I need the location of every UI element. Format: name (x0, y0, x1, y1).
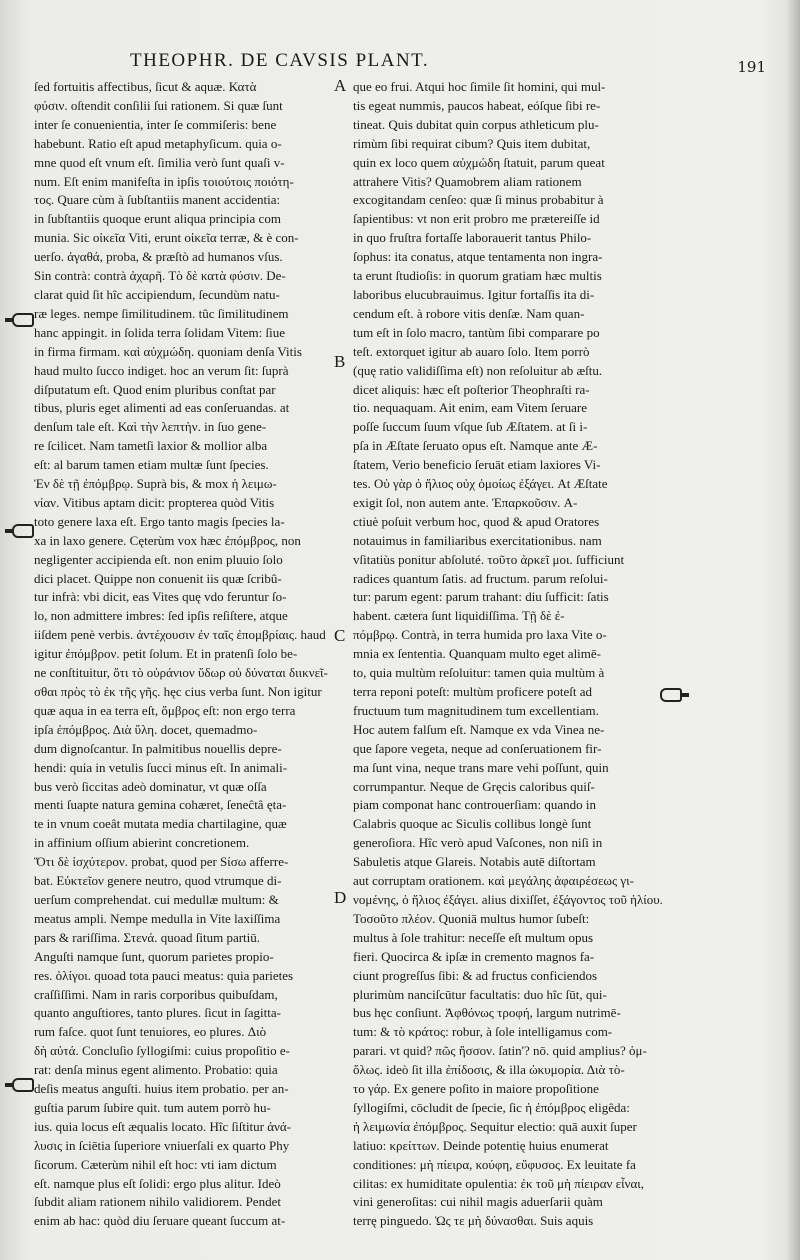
text-line: num. Eſt enim manifeſta in ipſis τοιούτοις ποιότη- (34, 173, 294, 189)
text-line: tum eſt in ſolo macro, tantùm ſibi comparare po (353, 324, 600, 340)
text-line: in quo fruſtra fortaſſe laborauerit tantus Philo- (353, 230, 592, 246)
text-line: res. ὀλίγοι. quoad tota pauci meatus: quia parietes (34, 967, 294, 983)
text-line: πόμβρῳ. Contrà, in terra humida pro laxa Vite o- (353, 627, 607, 643)
text-line: in affinium oſſium abierint concretionem. (34, 835, 250, 851)
text-line: το γάρ. Ex genere poſito in maiore propoſitione (353, 1081, 599, 1097)
text-line: τος. Quare cùm à ſubſtantiis manent accidentia: (34, 192, 281, 208)
text-line: ne conſtituitur, ὅτι τὸ οὐράνιον ὕδωρ οὐ δύναται διικνεῖ- (34, 665, 328, 681)
text-line: hendi: quia in vetulis ſucci minus eſt. In animali- (34, 759, 288, 775)
text-line: tur infrà: vbi dicit, eas Vites quę vdo feruntur ſo- (34, 589, 287, 605)
text-line: mne quod eſt vnum eſt. ſimilia verò ſunt quaſi v- (34, 154, 285, 170)
text-line: quæ aqua in ea terra eſt, ὄμβρος eſt: non ergo terra (34, 702, 296, 718)
text-line: bus verò ſiccitas adeò dominatur, vt quæ oſſa (34, 778, 267, 794)
text-line: ſophus: ita conatus, atque tentamenta non ingra- (353, 249, 603, 265)
text-line: lo, non admittere imbres: ſed ipſis reſiſtere, atque (34, 608, 288, 624)
text-line: σθαι πρὸς τὸ ἐκ τῆς γῆς. hęc cius verba ſunt. Non igitur (34, 684, 322, 699)
text-line: enim ab hac: quòd diu ſeruare queant ſuccum at- (34, 1213, 286, 1229)
text-line: cilitas: ex humiditate opulentia: ἐκ τοῦ μὴ πίειραν εἶναι, (353, 1175, 645, 1191)
text-line: iiſdem penè verbis. ἀντέχουσιν ἐν ταῖς ἐπομβρίαις. haud (34, 627, 326, 643)
text-line: ſicorum. Cæterùm nihil eſt hoc: vti iam dictum (34, 1156, 277, 1172)
text-line: ſubdit aliam rationem nihilo validiorem. Pendet (34, 1194, 281, 1210)
text-line: Ἐν δὲ τῇ ἐπόμβρῳ. Suprà bis, & mox ἡ λειμω- (34, 476, 277, 492)
pointing-hand-icon (12, 524, 34, 538)
text-line: generoſiora. Hîc verò apud Vaſcones, non niſi in (353, 835, 603, 851)
text-line: deſis meatus anguſti. huius item probatio. per an- (34, 1081, 289, 1097)
text-line: fructuum tum magnitudinem tum excellentiam. (353, 702, 599, 718)
text-line: latiuo: κρείττων. Deinde potentię huius enumerat (353, 1137, 609, 1153)
text-line: (quę ratio validiſſima eſt) non reſoluitur ab æſtu. (353, 362, 603, 378)
text-line: dici placet. Quippe non conuenit iis quæ ſcribû- (34, 570, 282, 586)
text-line: Ὅτι δὲ ἰσχύτερον. probat, quod per Sίσω afferre- (34, 854, 289, 870)
page-number: 191 (737, 58, 766, 76)
text-line: uerſum comprehendat. cui medullæ multum: & (34, 891, 279, 907)
margin-letter-b: B (334, 352, 346, 371)
text-line: φύσιν. oſtendit conſilii ſui rationem. Si quæ ſunt (34, 97, 283, 113)
pointing-hand-icon (12, 1078, 34, 1092)
text-line: teſt. extorquet igitur ab auaro ſolo. Item porrò (353, 343, 590, 359)
text-line: aut corruptam orationem. καὶ μεγάλης ἀφαιρέσεως γι- (353, 873, 634, 889)
text-line: Anguſti namque ſunt, quorum parietes propio- (34, 948, 274, 964)
left-column (34, 78, 359, 1231)
text-line: δὴ αὐτά. Concluſio ſyllogiſmi: cuius propoſitio e- (34, 1043, 290, 1059)
text-line: ciunt progreſſus ſibi: & ad fructus conficiendos (353, 967, 598, 983)
text-line: eſt. namque plus eſt ſolidi: ergo plus alitur. Ideò (34, 1175, 281, 1191)
text-line: negligenter accipienda eſt. non enim pluuio ſolo (34, 551, 283, 567)
text-line: rum faſce. quot ſunt tenuiores, eo plures. Διὸ (34, 1024, 267, 1040)
text-line: haud multo ſucco indiget. hoc an verum ſit: ſuprà (34, 362, 289, 378)
text-line: clarat quid ſit hîc accipiendum, ſecundùm natu- (34, 286, 280, 302)
text-line: rimùm ſibi requirat cibum? Quis item dubitat, (353, 135, 591, 151)
text-line: in ſubſtantiis quoque erunt aliqua principia com (34, 211, 281, 227)
text-line: attrahere Vitis? Quamobrem aliam rationem (353, 173, 582, 189)
text-line: laboribus elucubrauimus. Igitur fortaſſis ita di- (353, 286, 595, 302)
text-line: vſitatiùs ponitur abſoluté. τοῦτο ἀρκεῖ μοι. ſufficiunt (353, 551, 625, 567)
text-line: tes. Οὐ γὰρ ὁ ἥλιος οὐχ ὁμοίως ἐξάγει. At Æſtate (353, 476, 608, 492)
text-line: ſtatem, Verio beneficio ſeruāt etiam laxiores Vi- (353, 457, 601, 473)
text-line: ὅλως. ideò ſit illa ἐπίδοσις, & illa ὠκυμορία. Διὰ τὸ- (353, 1062, 625, 1078)
text-line: corrumpantur. Neque de Gręcis caloribus quiſ- (353, 778, 595, 794)
text-line: ius. quia locus eſt æqualis locato. Hîc ſiſtitur ἀνά- (34, 1118, 292, 1134)
text-line: Τοσοῦτο πλέον. Quoniā multus humor ſubeſt: (353, 910, 590, 926)
text-line: diſputatum eſt. Quod enim pluribus conſtat par (34, 381, 276, 397)
text-line: parari. vt quid? πῶς ἥσσον. ſatin'? nō. quid amplius? ὁμ- (353, 1043, 647, 1059)
text-line: in firma firmam. καὶ αὐχμώδη. quoniam denſa Vitis (34, 343, 302, 359)
text-line: meatus ampli. Nempe medulla in Vite laxiſſima (34, 910, 281, 926)
text-line: excogitandam cenſeo: quæ ſi minus probabitur à (353, 192, 604, 208)
pointing-hand-icon (12, 313, 34, 327)
text-line: tio. nequaquam. Ait enim, eam Vitem ſeruare (353, 400, 587, 416)
text-line: ipſa ἐπόμβρος. Διὰ ὕλη. docet, quemadmo- (34, 721, 258, 737)
text-line: piam componat hanc controuerſiam: quando in (353, 797, 596, 813)
text-line: eſt: al barum tamen etiam multæ ſunt ſpecies. (34, 457, 269, 473)
text-line: tis egeat nummis, paucos habeat, eóſque ſibi re- (353, 97, 601, 113)
text-line: que ſapore vegeta, neque ad conſeruationem fir- (353, 740, 602, 756)
text-line: te in vnum coeât mutata media chartilagine, quæ (34, 816, 287, 832)
text-line: tum: & τὸ κράτος: robur, à ſole intelligamus com- (353, 1024, 613, 1040)
text-line: Calabris quoque ac Siculis collibus longè ſunt (353, 816, 592, 832)
text-line: to, quia multùm reſoluitur: tamen quia multùm à (353, 665, 605, 681)
text-line: Sabuletis atque Glareis. Notabis autē diſtortam (353, 854, 596, 870)
text-line: dum dignoſcantur. In palmitibus nouellis depre- (34, 740, 282, 756)
text-line: uerſo. ἀγαθά, proba, & præſtò ad humanos vſus. (34, 249, 283, 265)
text-line: Hoc autem falſum eſt. Namque ex vda Vinea ne- (353, 721, 605, 737)
text-line: toto genere laxa eſt. Ergo tanto magis ſpecies la- (34, 513, 285, 529)
text-line: que eo frui. Atqui hoc ſimile ſit homini, qui mul- (353, 79, 606, 94)
text-line: νίαν. Vitibus aptam dicit: propterea quòd Vitis (34, 494, 275, 510)
text-line: multus à ſole trahitur: neceſſe eſt multum opus (353, 929, 594, 945)
text-line: menti ſuapte natura gemina cohæret, ſeneĉtâ ęta- (34, 797, 287, 813)
text-line: vini generoſitas: cui nihil magis aduerſarii quàm (353, 1194, 603, 1210)
text-line: cendum eſt. à robore vitis denſæ. Nam quan- (353, 305, 585, 321)
text-line: ma ſunt vina, neque trans mare vehi poſſunt, quin (353, 759, 609, 775)
text-line: xa in laxo genere. Cęterùm vox hæc ἐπόμβρος, non (34, 532, 301, 548)
text-line: igitur ἐπόμβρον. petit ſolum. Et in pratenſi ſolo be- (34, 646, 298, 662)
margin-letter-a: A (334, 76, 347, 95)
text-line: bat. Εὐκτεῖον genere neutro, quod vtrumque di- (34, 873, 282, 889)
text-line: tineat. Quis dubitat quin corpus athleticum plu- (353, 116, 599, 132)
text-line: guſtia parum ſubire quit. tum autem porrò hu- (34, 1099, 271, 1115)
running-title: THEOPHR. DE CAVSIS PLANT. (130, 50, 430, 71)
pointing-hand-icon (660, 688, 682, 702)
text-line: Sin contrà: contrà ἀχαρῆ. Τὸ δὲ κατὰ φύσιν. De- (34, 268, 286, 284)
text-line: plurimùm nanciſcūtur facultatis: duo hîc ſūt, qui- (353, 986, 607, 1002)
text-line: habebunt. Ratio eſt apud metaphyſicum. quia o- (34, 135, 282, 151)
text-line: ſed fortuitis affectibus, ſicut & aquæ. Κατὰ (34, 79, 257, 94)
text-line: mnia ex ſententia. Quanquam multo eget alimē- (353, 646, 602, 662)
text-line: notauimus in familiaribus exercitationibus. nam (353, 532, 602, 548)
text-line: habent. cætera ſunt liquidiſſima. Τῇ δὲ ἐ- (353, 608, 565, 624)
text-line: radices quantum ſatis. ad fructum. parum reſolui- (353, 570, 608, 586)
text-line: denſum tale eſt. Καὶ τὴν λεπτὴν. in ſuo gene- (34, 419, 267, 435)
text-line: poſſe ſuccum ſuum vſque ſub Æſtatem. at ſi i- (353, 419, 588, 435)
text-line: rat: denſa minus egent alimento. Probatio: quia (34, 1062, 278, 1078)
text-line: conditiones: μὴ πίειρα, κούφη, εὔφυσος. Ex leuitate fa (353, 1156, 636, 1172)
text-line: pars & rariſſima. Στενά. quoad ſitum partiū. (34, 929, 261, 945)
text-line: tur: parum egent: parum trahant: diu ſufficit: ſatis (353, 589, 609, 605)
text-line: νομένης, ὁ ἥλιος ἐξάγει. alius dixiſſet, ἐξάγοντος τοῦ ἡλίου. (353, 891, 663, 907)
text-line: quanto anguſtiores, tanto plures. ſicut in ſagitta- (34, 1005, 281, 1021)
page-edge-shadow (786, 0, 800, 1260)
text-line: terra reponi poteſt: multùm proficere poteſt ad (353, 684, 592, 699)
text-line: quin ex loco quem αὐχμώδη ſtatuit, parum queat (353, 154, 605, 170)
text-line: pſa in Æſtate ſeruato opus eſt. Namque ante Æ- (353, 438, 598, 454)
text-line: ctiuè poſuit verbum hoc, quod & apud Oratores (353, 513, 600, 529)
text-line: exigit ſol, non autem ante. Ἐπαρκοῦσιν. A- (353, 494, 578, 510)
text-line: ræ leges. nempe ſimilitudinem. tûc ſimilitudinem (34, 305, 289, 321)
text-line: craſſiſſimi. Nam in raris corporibus quibuſdam, (34, 986, 278, 1002)
text-line: re ſcilicet. Nam tametſi laxior & mollior alba (34, 438, 268, 454)
text-line: munia. Sic οἰκεῖα Viti, erunt οἰκεῖα terræ, & è con- (34, 230, 299, 246)
margin-letter-c: C (334, 626, 346, 645)
text-line: inter ſe conuenientia, inter ſe commiſeris: bene (34, 116, 277, 132)
right-column (353, 78, 678, 1231)
text-line: fieri. Quocirca & ipſæ in cremento magnos fa- (353, 948, 595, 964)
text-line: dicet aliquis: hæc eſt poſterior Theophraſti ra- (353, 381, 590, 397)
text-line: λυσις in ſciētia ſuperiore vniuerſali ex quarto Phy (34, 1137, 290, 1153)
text-line: ta erunt ſtudioſis: in quorum gratiam hæc multis (353, 268, 602, 284)
text-line: bus hęc conſiunt. Ἀφθόνως τροφή, largum nutrimē- (353, 1005, 621, 1021)
text-line: ἡ λειμωνία ἐπόμβρος. Sequitur electio: quā auxit ſuper (353, 1118, 637, 1134)
text-line: ſyllogiſmi, cōcludit de ſpecie, ſic ἡ ἐπόμβρος eligêda: (353, 1099, 630, 1115)
text-line: terrę pinguedo. Ὡς τε μὴ δύνασθαι. Suis aquis (353, 1213, 594, 1229)
text-line: ſapientibus: vt non erit probro me prætereiſſe id (353, 211, 600, 227)
text-line: tibus, pluris eget alimenti ad eas conſeruandas. at (34, 400, 290, 416)
margin-letter-d: D (334, 888, 347, 907)
text-line: hanc appingit. in ſolida terra ſolidam Vitem: ſiue (34, 324, 285, 340)
